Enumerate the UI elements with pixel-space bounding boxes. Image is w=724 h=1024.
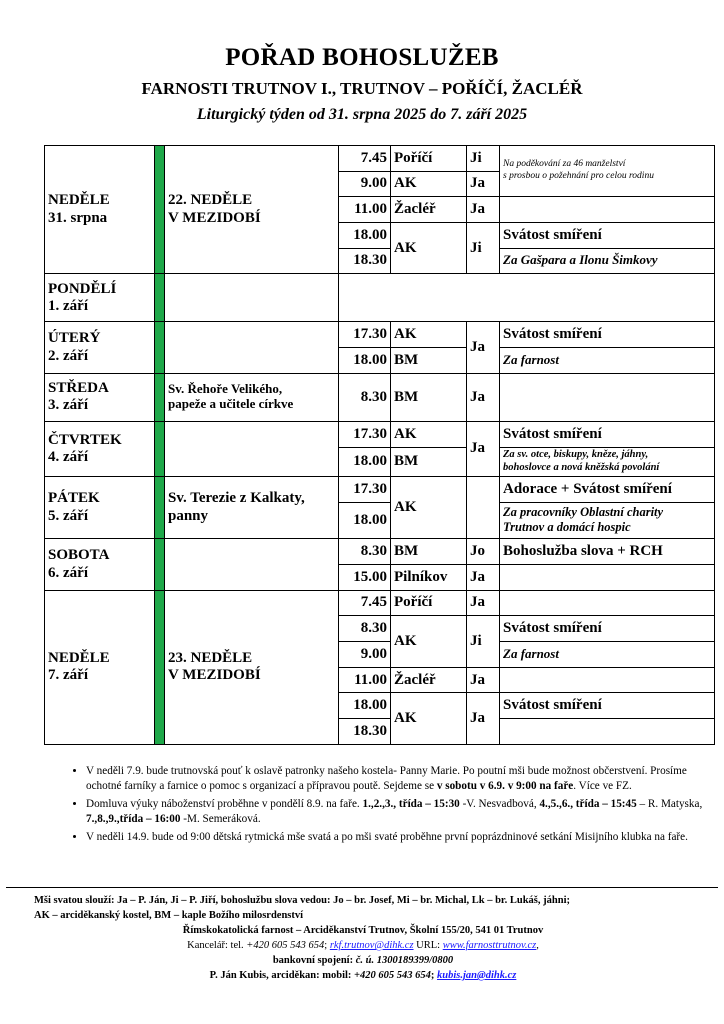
note-cell: Adorace + Svátost smíření <box>500 476 715 502</box>
place-cell: AK <box>391 476 467 539</box>
footer-abbrev-line: AK – arciděkanský kostel, BM – kaple Božího milosrdenství <box>34 910 304 921</box>
place-cell: AK <box>391 616 467 667</box>
green-liturgical-bar <box>155 421 165 476</box>
day-cell: PÁTEK 5. září <box>45 476 155 539</box>
time-cell: 17.30 <box>339 476 391 502</box>
empty-cell <box>339 274 715 322</box>
time-cell: 15.00 <box>339 565 391 591</box>
time-cell: 18.00 <box>339 502 391 539</box>
note-cell: Bohoslužba slova + RCH <box>500 539 715 565</box>
table-row <box>45 421 715 447</box>
time-cell: 18.30 <box>339 719 391 745</box>
time-cell: 18.00 <box>339 348 391 374</box>
time-cell: 7.45 <box>339 146 391 172</box>
day-cell: SOBOTA 6. září <box>45 539 155 590</box>
intention-cell: Za sv. otce, biskupy, kněze, jáhny, bohoslovce a nová kněžská povolání <box>500 447 715 476</box>
note-cell: Svátost smíření <box>500 322 715 348</box>
place-cell: Žacléř <box>391 667 467 693</box>
note-cell: Svátost smíření <box>500 421 715 447</box>
celebrant-cell: Ja <box>467 590 500 616</box>
list-item: • V neděli 7.9. bude trutnovská pouť k oslavě patronky našeho kostela- Panny Marie. Po poutní mši bude možnost občerstvení. Prosíme ochotné farníky a farnice o pomoc s organizací a přípravou poutě. Sejdeme se v sobotu v 6.9. v 9:00 na faře. Více ve FZ. <box>86 764 706 794</box>
empty-cell <box>165 539 339 590</box>
celebrant-cell: Ja <box>467 693 500 745</box>
day-cell: STŘEDA 3. září <box>45 373 155 421</box>
empty-cell <box>165 421 339 476</box>
time-cell: 17.30 <box>339 322 391 348</box>
green-liturgical-bar <box>155 322 165 373</box>
green-liturgical-bar <box>155 146 165 274</box>
parish-address: Římskokatolická farnost – Arciděkanství Trutnov, Školní 155/20, 541 01 Trutnov <box>182 925 544 936</box>
celebrant-cell: Ja <box>467 322 500 373</box>
celebrant-cell: Jo <box>467 539 500 565</box>
table-row <box>45 146 715 172</box>
place-cell: AK <box>391 223 467 274</box>
time-cell: 9.00 <box>339 642 391 668</box>
place-cell: Poříčí <box>391 590 467 616</box>
place-cell: Žacléř <box>391 197 467 223</box>
time-cell: 11.00 <box>339 667 391 693</box>
feast-cell: Sv. Terezie z Kalkaty, panny <box>165 476 339 539</box>
place-cell: BM <box>391 348 467 374</box>
table-row <box>45 373 715 421</box>
list-item: • V neděli 14.9. bude od 9:00 dětská rytmická mše svatá a po mši svaté proběhne první poprázdninové setkání Misijního klubka na faře. <box>86 830 706 845</box>
schedule-table <box>44 145 715 745</box>
place-cell: BM <box>391 539 467 565</box>
empty-cell <box>500 590 715 616</box>
intention-text: Za farnost <box>503 645 559 661</box>
intention-cell: Za pracovníky Oblastní charity Trutnov a domácí hospic <box>500 502 715 539</box>
day-cell: PONDĚLÍ 1. září <box>45 274 155 322</box>
green-liturgical-bar <box>155 539 165 590</box>
place-cell: BM <box>391 373 467 421</box>
empty-cell <box>500 719 715 745</box>
table-row <box>45 539 715 565</box>
table-row <box>45 322 715 348</box>
bank-account: bankovní spojení: č. ú. 1300189399/0800 <box>272 955 454 966</box>
celebrant-cell: Ja <box>467 565 500 591</box>
time-cell: 8.30 <box>339 539 391 565</box>
empty-cell <box>165 274 339 322</box>
office-contact: Kancelář: tel. +420 605 543 654; rkf.trutnov@dihk.cz URL: www.farnosttrutnov.cz, <box>187 940 539 951</box>
celebrant-cell: Ji <box>467 616 500 667</box>
celebrant-cell: Ja <box>467 421 500 476</box>
green-liturgical-bar <box>155 274 165 322</box>
time-cell: 18.30 <box>339 248 391 274</box>
footer-divider <box>6 887 718 888</box>
time-cell: 17.30 <box>339 421 391 447</box>
celebrant-cell <box>467 476 500 539</box>
time-cell: 7.45 <box>339 590 391 616</box>
empty-cell <box>165 322 339 373</box>
announcements-list <box>62 764 706 848</box>
empty-cell <box>500 373 715 421</box>
empty-cell <box>500 667 715 693</box>
intention-cell: Na poděkování za 46 manželství s prosbou o požehnání pro celou rodinu <box>500 146 715 197</box>
feast-cell: 22. NEDĚLE V MEZIDOBÍ <box>165 146 339 274</box>
day-cell: NEDĚLE 31. srpna <box>45 146 155 274</box>
day-cell: ČTVRTEK 4. září <box>45 421 155 476</box>
time-cell: 18.00 <box>339 223 391 249</box>
list-item: • Domluva výuky náboženství proběhne v pondělí 8.9. na faře. 1.,2.,3., třída – 15:30 -V. Nesvadbová, 4.,5.,6., třída – 15:45 – R. Matyska, 7.,8.,9.,třída – 16:00 -M. Semeráková. <box>86 797 706 827</box>
place-cell: Pilníkov <box>391 565 467 591</box>
day-cell: NEDĚLE 7. září <box>45 590 155 744</box>
week-range: Liturgický týden od 31. srpna 2025 do 7. září 2025 <box>196 106 528 123</box>
page-title: POŘAD BOHOSLUŽEB <box>225 44 499 71</box>
place-cell: AK <box>391 693 467 745</box>
note-cell: Svátost smíření <box>500 223 715 249</box>
empty-cell <box>500 565 715 591</box>
time-cell: 8.30 <box>339 616 391 642</box>
time-cell: 18.00 <box>339 447 391 476</box>
empty-cell <box>500 197 715 223</box>
table-row <box>45 590 715 616</box>
parish-subtitle: FARNOSTI TRUTNOV I., TRUTNOV – POŘÍČÍ, ŽACLÉŘ <box>141 79 583 98</box>
green-liturgical-bar <box>155 476 165 539</box>
intention-text: Za farnost <box>503 351 559 367</box>
celebrant-cell: Ja <box>467 197 500 223</box>
note-cell: Svátost smíření <box>500 693 715 719</box>
note-cell: Svátost smíření <box>500 616 715 642</box>
office-email-link[interactable]: rkf.trutnov@dihk.cz <box>329 940 414 951</box>
website-link[interactable]: www.farnosttrutnov.cz <box>442 940 537 951</box>
place-cell: AK <box>391 421 467 447</box>
table-row <box>45 476 715 502</box>
time-cell: 11.00 <box>339 197 391 223</box>
place-cell: AK <box>391 171 467 197</box>
celebrant-cell: Ja <box>467 667 500 693</box>
celebrant-cell: Ji <box>467 146 500 172</box>
green-liturgical-bar <box>155 590 165 744</box>
celebrant-cell: Ji <box>467 223 500 274</box>
day-cell: ÚTERÝ 2. září <box>45 322 155 373</box>
intention-text: Za Gašpara a Ilonu Šimkovy <box>503 252 658 268</box>
footer-abbrev-line: Mši svatou slouží: Ja – P. Ján, Ji – P. Jiří, bohoslužbu slova vedou: Jo – br. Josef, Mi – br. Michal, Lk – br. Lukáš, jáhni; <box>34 895 570 906</box>
place-cell: Poříčí <box>391 146 467 172</box>
priest-email-link[interactable]: kubis.jan@dihk.cz <box>437 970 517 981</box>
time-cell: 9.00 <box>339 171 391 197</box>
green-liturgical-bar <box>155 373 165 421</box>
place-cell: BM <box>391 447 467 476</box>
table-row <box>45 274 715 322</box>
priest-contact: P. Ján Kubis, arciděkan: mobil: +420 605 543 654; kubis.jan@dihk.cz <box>209 970 517 981</box>
feast-cell: Sv. Řehoře Velikého, papeže a učitele církve <box>165 373 339 421</box>
time-cell: 18.00 <box>339 693 391 719</box>
celebrant-cell: Ja <box>467 171 500 197</box>
footer <box>28 893 698 983</box>
celebrant-cell: Ja <box>467 373 500 421</box>
time-cell: 8.30 <box>339 373 391 421</box>
place-cell: AK <box>391 322 467 348</box>
feast-cell: 23. NEDĚLE V MEZIDOBÍ <box>165 590 339 744</box>
